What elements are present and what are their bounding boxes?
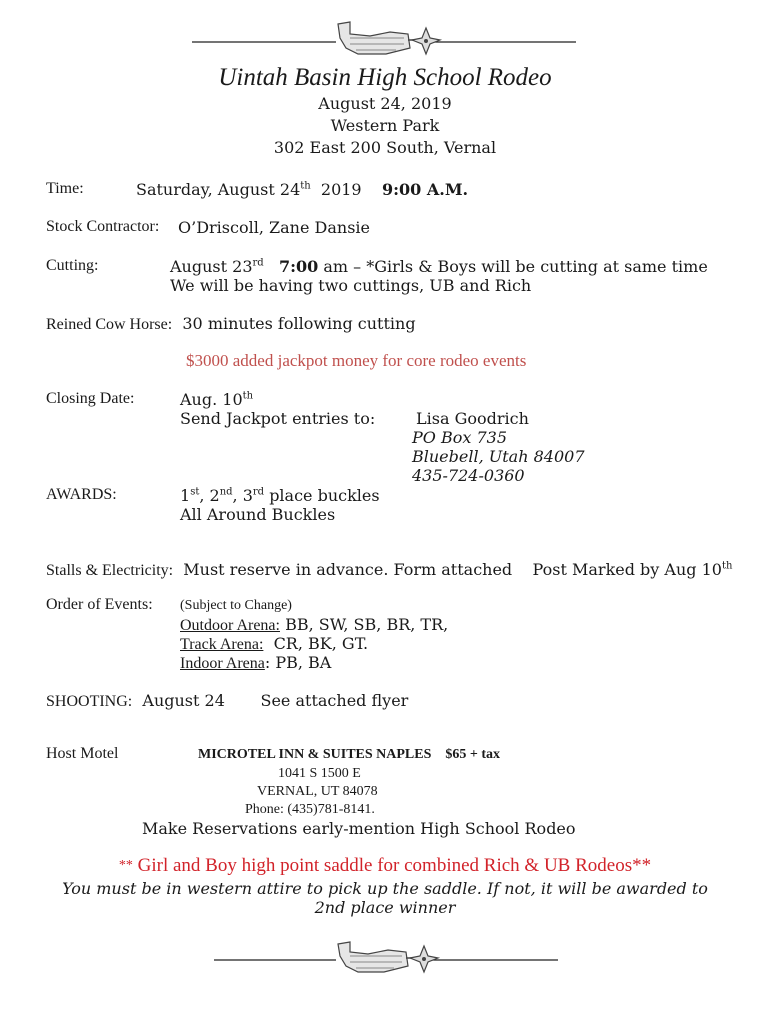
motel-price: $65 + tax xyxy=(445,747,501,762)
order-track xyxy=(180,634,368,654)
contact-box: PO Box 735 xyxy=(412,428,508,447)
order-label: Order of Events: xyxy=(46,596,153,613)
closing-date xyxy=(180,390,253,409)
motel-phone: Phone: (435)781-8141. xyxy=(245,802,375,817)
awards-label: AWARDS: xyxy=(46,486,117,503)
time-label: Time: xyxy=(46,180,84,197)
closing-date-text: Aug. 10 xyxy=(180,390,243,409)
saddle-note-1: You must be in western attire to pick up the saddle. If not, it will be awarded to xyxy=(62,879,708,898)
shooting-date: August 24 xyxy=(142,691,225,710)
shooting-label: SHOOTING: xyxy=(46,693,133,710)
award-p1-sup: st xyxy=(190,486,200,498)
shooting-line xyxy=(46,691,408,711)
order-note: (Subject to Change) xyxy=(180,598,292,613)
bottom-spur-divider xyxy=(212,936,562,980)
cutting-date: August 23 xyxy=(170,257,253,276)
motel-label: Host Motel xyxy=(46,745,119,762)
cutting-note: am – *Girls & Boys will be cutting at same time xyxy=(323,257,708,276)
stalls-postmark: Post Marked by Aug 10 xyxy=(532,560,722,579)
stalls-label: Stalls & Electricity: xyxy=(46,562,174,579)
motel-name: MICROTEL INN & SUITES NAPLES xyxy=(198,747,432,762)
time-start: 9:00 A.M. xyxy=(381,180,469,199)
track-label: Track Arena: xyxy=(180,636,264,653)
saddle-note-2: 2nd place winner xyxy=(314,898,456,917)
awards-line2: All Around Buckles xyxy=(180,505,336,524)
cutting-time: 7:00 xyxy=(278,257,319,276)
cutting-label: Cutting: xyxy=(46,257,99,274)
indoor-label: Indoor Arena xyxy=(180,655,265,672)
event-date: August 24, 2019 xyxy=(318,94,452,113)
saddle-headline-text: Girl and Boy high point saddle for combined Rich & UB Rodeos** xyxy=(137,855,652,876)
outdoor-label: Outdoor Arena: xyxy=(180,617,280,634)
reined-value: 30 minutes following cutting xyxy=(182,314,416,333)
contact-city: Bluebell, Utah 84007 xyxy=(412,447,585,466)
cutting-date-sup: rd xyxy=(252,257,264,269)
saddle-headline xyxy=(0,855,770,877)
indoor-value: : PB, BA xyxy=(264,653,332,672)
saddle-stars: ** xyxy=(118,858,133,873)
stock-contractor-value: O’Driscoll, Zane Dansie xyxy=(178,218,370,237)
top-spur-divider xyxy=(190,14,580,66)
stalls-line xyxy=(46,560,732,580)
shooting-note: See attached flyer xyxy=(260,691,409,710)
closing-label: Closing Date: xyxy=(46,390,135,407)
motel-reservations: Make Reservations early-mention High School Rodeo xyxy=(142,819,576,838)
contact-phone: 435-724-0360 xyxy=(412,466,525,485)
award-p3: 3 xyxy=(242,486,253,505)
time-year: 2019 xyxy=(320,180,362,199)
motel-city: VERNAL, UT 84078 xyxy=(257,784,378,799)
stalls-postmark-sup: th xyxy=(721,560,733,572)
motel-street: 1041 S 1500 E xyxy=(278,766,361,781)
spur-icon xyxy=(190,14,580,66)
time-day: Saturday, August 24 xyxy=(136,180,301,199)
jackpot-note: $3000 added jackpot money for core rodeo events xyxy=(186,351,527,370)
award-buckles: place buckles xyxy=(269,486,380,505)
stalls-value: Must reserve in advance. Form attached xyxy=(183,560,513,579)
closing-date-sup: th xyxy=(242,390,254,402)
motel-name-line xyxy=(198,747,500,763)
order-outdoor xyxy=(180,615,448,635)
track-value: CR, BK, GT. xyxy=(273,634,369,653)
stock-contractor-label: Stock Contractor: xyxy=(46,218,160,235)
award-p2: 2 xyxy=(209,486,220,505)
closing-send: Send Jackpot entries to: xyxy=(180,409,376,428)
order-indoor xyxy=(180,653,331,673)
award-p3-sup: rd xyxy=(252,486,265,498)
award-p2-sup: nd xyxy=(219,486,233,498)
contact-name: Lisa Goodrich xyxy=(416,409,529,428)
reined-label: Reined Cow Horse: xyxy=(46,316,173,333)
cutting-line1 xyxy=(170,257,708,276)
awards-line1: 1st, 2nd, 3rd place buckles xyxy=(180,486,380,505)
reined-cow-horse xyxy=(46,314,416,334)
award-p1: 1 xyxy=(180,486,191,505)
event-title: Uintah Basin High School Rodeo xyxy=(218,64,552,91)
time-value xyxy=(136,180,468,199)
event-venue: Western Park xyxy=(330,116,440,135)
outdoor-value: BB, SW, SB, BR, TR, xyxy=(285,615,449,634)
spur-icon xyxy=(212,936,562,980)
event-address: 302 East 200 South, Vernal xyxy=(273,138,497,157)
time-day-sup: th xyxy=(300,180,311,192)
cutting-line2: We will be having two cuttings, UB and Rich xyxy=(170,276,532,295)
